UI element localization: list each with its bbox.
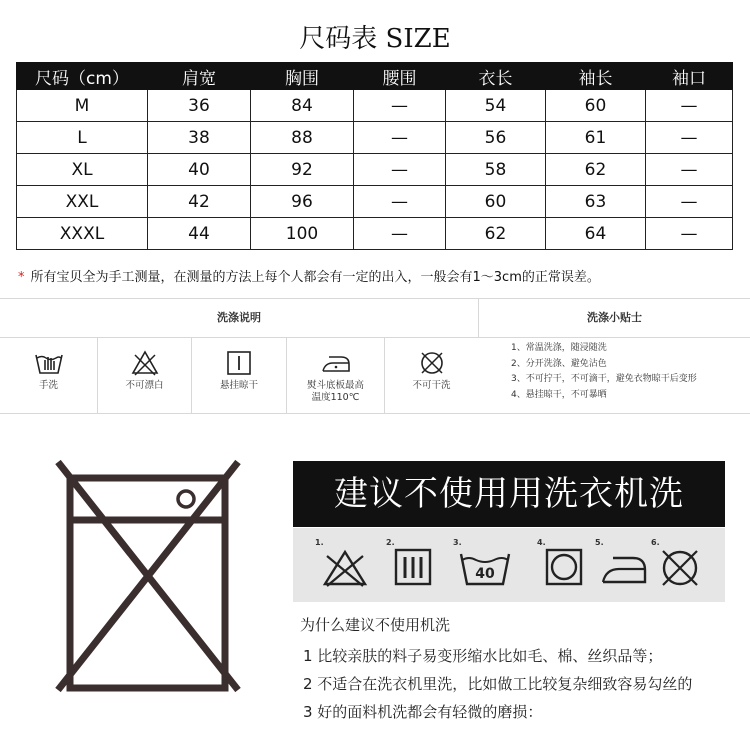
- iron-icon: [599, 542, 651, 588]
- table-cell: XXXL: [17, 218, 148, 250]
- hang-dry-icon: [224, 349, 254, 377]
- table-cell: —: [646, 186, 733, 218]
- care-symbol-label: 手洗: [38, 380, 58, 391]
- machine-symbol-2: [386, 538, 436, 592]
- no-bleach-icon: [319, 542, 371, 588]
- table-cell: L: [17, 122, 148, 154]
- care-symbol-no-bleach: [98, 338, 192, 413]
- symbol-number: 5.: [595, 538, 604, 547]
- table-cell: —: [354, 218, 446, 250]
- list-item: 1 比较亲肤的料子易变形缩水比如毛、棉、丝织品等；: [303, 647, 663, 665]
- wash-40-icon: [457, 542, 513, 588]
- no-tumble-machine-icon: [48, 456, 248, 696]
- table-cell: —: [354, 154, 446, 186]
- care-tips-title: 洗涤小贴士: [479, 299, 750, 338]
- table-cell: 60: [546, 90, 646, 122]
- care-symbol-label: 熨斗底板最高: [306, 380, 364, 391]
- table-cell: —: [646, 90, 733, 122]
- reasons-list: [303, 642, 692, 726]
- table-cell: 88: [251, 122, 354, 154]
- why-heading: 为什么建议不使用机洗: [300, 616, 451, 634]
- table-row: [17, 90, 733, 122]
- care-symbol-label: 不可干洗: [412, 380, 451, 391]
- machine-symbol-1: [315, 538, 371, 592]
- table-cell: 62: [446, 218, 546, 250]
- hand-wash-icon: [34, 349, 64, 377]
- table-cell: 54: [446, 90, 546, 122]
- table-cell: —: [354, 90, 446, 122]
- machine-symbol-3: [453, 538, 513, 592]
- iron-max-110-icon: [319, 349, 353, 377]
- care-symbol-hand-wash: [0, 338, 98, 413]
- measurement-note: [18, 266, 600, 285]
- table-cell: —: [646, 154, 733, 186]
- table-row: [17, 218, 733, 250]
- note-text: 所有宝贝全为手工测量，在测量的方法上每个人都会有一定的出入，一般会有1～3cm的正常误差。: [30, 270, 600, 285]
- table-cell: XXL: [17, 186, 148, 218]
- care-instructions-title: 洗涤说明: [0, 299, 479, 338]
- care-symbol-no-dry-clean: [385, 338, 478, 413]
- care-symbol-label: 悬挂晾干: [219, 380, 258, 391]
- table-row: [17, 122, 733, 154]
- table-cell: —: [354, 186, 446, 218]
- no-dry-clean-icon: [655, 542, 705, 588]
- header-shoulder: 肩宽: [148, 63, 251, 90]
- tumble-dry-icon: [541, 542, 587, 588]
- table-cell: 56: [446, 122, 546, 154]
- table-cell: 64: [546, 218, 646, 250]
- size-table-header-row: [17, 63, 733, 90]
- table-cell: 62: [546, 154, 646, 186]
- list-item: 1、常温洗涤，随浸随洗: [511, 343, 607, 353]
- symbol-number: 2.: [386, 538, 395, 547]
- machine-symbol-4: [537, 538, 587, 592]
- symbol-number: 6.: [651, 538, 660, 547]
- table-row: [17, 186, 733, 218]
- list-item: 3 好的面料机洗都会有轻微的磨损：: [303, 703, 543, 721]
- symbol-number: 1.: [315, 538, 324, 547]
- header-size: 尺码（cm）: [17, 63, 148, 90]
- no-dry-clean-icon: [417, 349, 447, 377]
- table-cell: 42: [148, 186, 251, 218]
- table-cell: M: [17, 90, 148, 122]
- symbol-number: 3.: [453, 538, 462, 547]
- care-symbols: [0, 338, 478, 413]
- table-cell: 61: [546, 122, 646, 154]
- table-cell: 38: [148, 122, 251, 154]
- care-tips-list: [479, 338, 749, 413]
- machine-care-symbols: [293, 528, 725, 602]
- page-title: 尺码表 SIZE: [299, 24, 451, 54]
- table-cell: 60: [446, 186, 546, 218]
- list-item: 2、分开洗涤、避免沾色: [511, 358, 607, 369]
- table-row: [17, 154, 733, 186]
- table-cell: 44: [148, 218, 251, 250]
- machine-symbol-5: [595, 538, 651, 592]
- machine-symbol-6: [651, 538, 705, 592]
- symbol-number: 4.: [537, 538, 546, 547]
- table-cell: 84: [251, 90, 354, 122]
- care-symbol-label: 不可漂白: [125, 380, 164, 391]
- table-cell: 100: [251, 218, 354, 250]
- table-cell: —: [646, 218, 733, 250]
- header-length: 衣长: [446, 63, 546, 90]
- table-cell: —: [354, 122, 446, 154]
- header-cuff: 袖口: [646, 63, 733, 90]
- care-symbol-label: 温度110℃: [311, 392, 360, 403]
- table-cell: 63: [546, 186, 646, 218]
- table-cell: 96: [251, 186, 354, 218]
- table-cell: —: [646, 122, 733, 154]
- list-item: 4、悬挂晾干，不可暴晒: [511, 389, 607, 400]
- care-instructions-panel: [0, 298, 750, 414]
- machine-wash-heading: 建议不使用用洗衣机洗: [293, 461, 725, 527]
- drip-dry-icon: [390, 542, 436, 588]
- size-table: [16, 62, 733, 250]
- wash-temperature: 40: [475, 566, 495, 582]
- header-sleeve: 袖长: [546, 63, 646, 90]
- care-symbol-iron: [287, 338, 385, 413]
- header-chest: 胸围: [251, 63, 354, 90]
- list-item: 3、不可拧干，不可滴干，避免衣物晾干后变形: [511, 374, 697, 384]
- no-bleach-icon: [130, 349, 160, 377]
- header-waist: 腰围: [354, 63, 446, 90]
- list-item: 2 不适合在洗衣机里洗，比如做工比较复杂细致容易勾丝的: [303, 675, 693, 693]
- table-cell: XL: [17, 154, 148, 186]
- care-symbol-hang-dry: [192, 338, 287, 413]
- table-cell: 92: [251, 154, 354, 186]
- table-cell: 40: [148, 154, 251, 186]
- table-cell: 58: [446, 154, 546, 186]
- note-marker: *: [18, 270, 25, 285]
- table-cell: 36: [148, 90, 251, 122]
